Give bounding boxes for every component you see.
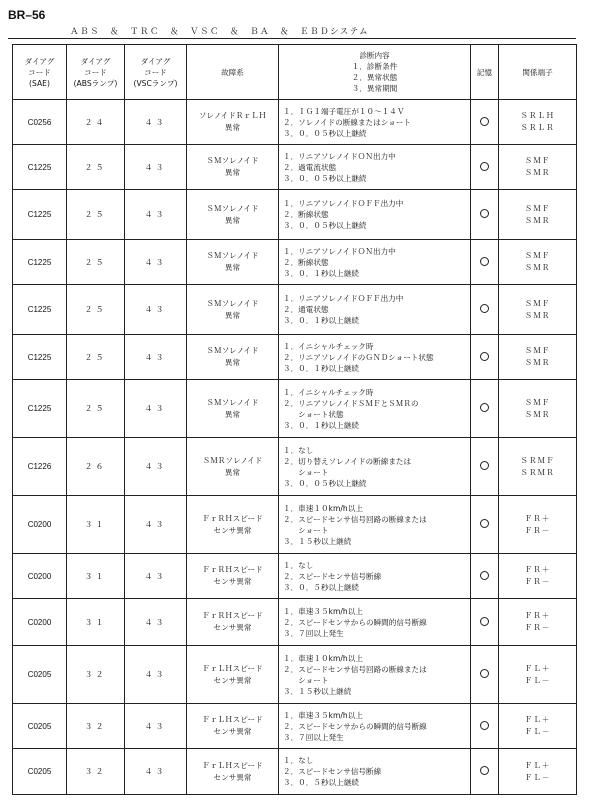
sae-code-cell: C0205: [13, 646, 67, 704]
sae-code-cell: C1225: [13, 285, 67, 335]
memory-circle-icon: [480, 721, 489, 730]
symptom-cell: ＦｒＬＨスピード センサ異常: [187, 646, 279, 704]
condition-line: ３．０．１秒以上継続: [283, 268, 359, 278]
condition-line: ２．ソレノイドの断線またはショート: [283, 117, 411, 127]
condition-line: １．車速１０km/h以上: [283, 503, 363, 513]
condition-line: ショート: [283, 467, 329, 477]
conditions-cell: [279, 380, 471, 438]
condition-line: ２．切り替えソレノイドの断線または: [283, 456, 412, 466]
header-terminals: 関係端子: [499, 45, 577, 100]
condition-line: ２．スピードセンサ信号回路の断線または: [283, 514, 427, 524]
table-row: [13, 380, 577, 438]
abs-code-cell: ３１: [67, 496, 125, 554]
symptom-cell: ＳＭＲソレノイド 異常: [187, 438, 279, 496]
sae-code-cell: C0205: [13, 704, 67, 749]
terminals-cell: ＳＲＭＦ ＳＲＭＲ: [499, 438, 577, 496]
conditions-cell: [279, 335, 471, 380]
table-row: [13, 285, 577, 335]
condition-line: １．イニシャルチェック時: [283, 341, 374, 351]
terminals-cell: ＦＬ＋ ＦＬ－: [499, 704, 577, 749]
terminals-cell: ＦＲ＋ ＦＲ－: [499, 554, 577, 599]
condition-line: ２．過電流状態: [283, 162, 337, 172]
vsc-code-cell: ４３: [125, 335, 187, 380]
memory-circle-icon: [480, 209, 489, 218]
condition-line: ３．０．０５秒以上継続: [283, 173, 367, 183]
condition-line: １．車速３５km/h以上: [283, 606, 363, 616]
condition-line: ２．リニアソレノイドＳＭＦとＳＭＲの: [283, 398, 419, 408]
condition-line: ３．０．１秒以上継続: [283, 316, 359, 325]
terminals-cell: ＦＲ＋ ＦＲ－: [499, 496, 577, 554]
table-row: [13, 749, 577, 795]
abs-code-cell: ３２: [67, 704, 125, 749]
header-sae: ダイアグ コード (SAE): [13, 45, 67, 100]
abs-code-cell: ３１: [67, 599, 125, 646]
header-rule: [8, 38, 576, 39]
condition-line: ２．リニアソレノイドのＧＮＤショート状態: [283, 352, 434, 362]
symptom-cell: ＦｒＲＨスピード センサ異常: [187, 554, 279, 599]
memory-cell: [471, 554, 499, 599]
header-vsc: ダイアグ コード (VSCランプ): [125, 45, 187, 100]
memory-cell: [471, 496, 499, 554]
memory-circle-icon: [480, 519, 489, 528]
vsc-code-cell: ４３: [125, 496, 187, 554]
condition-line: ３．０．０５秒以上継続: [283, 128, 367, 138]
symptom-cell: ＦｒＲＨスピード センサ異常: [187, 496, 279, 554]
table-row: [13, 335, 577, 380]
abs-code-cell: ２５: [67, 145, 125, 190]
sae-code-cell: C1225: [13, 145, 67, 190]
memory-cell: [471, 646, 499, 704]
vsc-code-cell: ４３: [125, 240, 187, 285]
page-number: BR–56: [8, 8, 46, 22]
condition-line: ３．７回以上発生: [283, 628, 344, 638]
table-row: [13, 145, 577, 190]
condition-line: １．なし: [283, 445, 314, 455]
terminals-cell: ＳＭＦ ＳＭＲ: [499, 240, 577, 285]
memory-circle-icon: [480, 669, 489, 678]
sae-code-cell: C1225: [13, 240, 67, 285]
vsc-code-cell: ４３: [125, 749, 187, 795]
symptom-cell: ＳＭソレノイド 異常: [187, 145, 279, 190]
condition-line: １．リニアソレノイドＯＦＦ出力中: [283, 199, 404, 208]
memory-circle-icon: [480, 304, 489, 313]
table-row: [13, 496, 577, 554]
terminals-cell: ＳＭＦ ＳＭＲ: [499, 335, 577, 380]
memory-circle-icon: [480, 571, 489, 580]
condition-line: ３．１５秒以上継続: [283, 536, 352, 546]
abs-code-cell: ２４: [67, 100, 125, 145]
memory-circle-icon: [480, 461, 489, 470]
table-row: [13, 599, 577, 646]
memory-circle-icon: [480, 352, 489, 361]
abs-code-cell: ３１: [67, 554, 125, 599]
sae-code-cell: C0205: [13, 749, 67, 795]
abs-code-cell: ２６: [67, 438, 125, 496]
condition-line: １．車速３５km/h以上: [283, 710, 363, 720]
memory-circle-icon: [480, 257, 489, 266]
table-row: [13, 704, 577, 749]
condition-line: ２．断線状態: [283, 210, 329, 219]
conditions-cell: [279, 704, 471, 749]
condition-line: １．車速１０km/h以上: [283, 653, 363, 663]
conditions-cell: [279, 554, 471, 599]
memory-cell: [471, 100, 499, 145]
condition-line: ３．０．１秒以上継続: [283, 420, 359, 430]
memory-circle-icon: [480, 617, 489, 626]
condition-line: ２．通電状態: [283, 305, 329, 314]
condition-line: ３．０．０５秒以上継続: [283, 221, 367, 230]
symptom-cell: ＳＭソレノイド 異常: [187, 380, 279, 438]
sae-code-cell: C1225: [13, 190, 67, 240]
vsc-code-cell: ４３: [125, 438, 187, 496]
conditions-cell: [279, 240, 471, 285]
vsc-code-cell: ４３: [125, 704, 187, 749]
header-memory: 記憶: [471, 45, 499, 100]
condition-line: ２．スピードセンサ信号断線: [283, 767, 382, 776]
memory-cell: [471, 749, 499, 795]
sae-code-cell: C1226: [13, 438, 67, 496]
conditions-cell: [279, 496, 471, 554]
abs-code-cell: ２５: [67, 190, 125, 240]
memory-cell: [471, 438, 499, 496]
condition-line: ３．０．０５秒以上継続: [283, 478, 367, 488]
conditions-cell: [279, 749, 471, 795]
terminals-cell: ＳＲＬＨ ＳＲＬＲ: [499, 100, 577, 145]
memory-circle-icon: [480, 403, 489, 412]
symptom-cell: ソレノイドＲｒＬＨ 異常: [187, 100, 279, 145]
memory-cell: [471, 704, 499, 749]
vsc-code-cell: ４３: [125, 554, 187, 599]
sae-code-cell: C0200: [13, 496, 67, 554]
conditions-cell: [279, 100, 471, 145]
condition-line: ３．０．５秒以上継続: [283, 582, 359, 592]
symptom-cell: ＦｒＬＨスピード センサ異常: [187, 749, 279, 795]
condition-line: １．なし: [283, 560, 314, 570]
abs-code-cell: ３２: [67, 646, 125, 704]
condition-line: １．リニアソレノイドＯＮ出力中: [283, 246, 396, 256]
terminals-cell: ＦＬ＋ ＦＬ－: [499, 646, 577, 704]
memory-cell: [471, 240, 499, 285]
condition-line: ３．０．５秒以上継続: [283, 778, 359, 787]
symptom-cell: ＦｒＬＨスピード センサ異常: [187, 704, 279, 749]
terminals-cell: ＳＭＦ ＳＭＲ: [499, 145, 577, 190]
condition-line: ２．スピードセンサからの瞬間的信号断線: [283, 721, 427, 731]
conditions-cell: [279, 190, 471, 240]
sae-code-cell: C0256: [13, 100, 67, 145]
header-conditions: 診断内容 １．診断条件 ２．異常状態 ３．異常期間: [279, 45, 471, 100]
memory-cell: [471, 380, 499, 438]
vsc-code-cell: ４３: [125, 599, 187, 646]
condition-line: １．イニシャルチェック時: [283, 387, 374, 397]
table-row: [13, 100, 577, 145]
condition-line: ２．スピードセンサからの瞬間的信号断線: [283, 617, 427, 627]
abs-code-cell: ２５: [67, 335, 125, 380]
sae-code-cell: C1225: [13, 335, 67, 380]
conditions-cell: [279, 145, 471, 190]
condition-line: １．なし: [283, 756, 314, 765]
symptom-cell: ＳＭソレノイド 異常: [187, 285, 279, 335]
conditions-cell: [279, 285, 471, 335]
memory-cell: [471, 145, 499, 190]
table-row: [13, 438, 577, 496]
condition-line: １．リニアソレノイドＯＮ出力中: [283, 151, 396, 161]
conditions-cell: [279, 599, 471, 646]
vsc-code-cell: ４３: [125, 646, 187, 704]
section-header: ＡＢＳ ＆ ＴＲＣ ＆ ＶＳＣ ＆ ＢＡ ＆ ＥＢＤシステム: [70, 27, 370, 37]
condition-line: １．ＩＧ１端子電圧が１０～１４Ｖ: [283, 106, 405, 116]
table-row: [13, 554, 577, 599]
symptom-cell: ＳＭソレノイド 異常: [187, 240, 279, 285]
table-body: [13, 100, 577, 795]
diagnosis-code-table: [12, 44, 577, 795]
vsc-code-cell: ４３: [125, 380, 187, 438]
sae-code-cell: C0200: [13, 599, 67, 646]
table-row: [13, 240, 577, 285]
vsc-code-cell: ４３: [125, 145, 187, 190]
sae-code-cell: C0200: [13, 554, 67, 599]
condition-line: ２．スピードセンサ信号断線: [283, 571, 382, 581]
vsc-code-cell: ４３: [125, 285, 187, 335]
condition-line: ３．０．１秒以上継続: [283, 363, 359, 373]
abs-code-cell: ２５: [67, 240, 125, 285]
terminals-cell: ＦＲ＋ ＦＲ－: [499, 599, 577, 646]
terminals-cell: ＳＭＦ ＳＭＲ: [499, 380, 577, 438]
symptom-cell: ＳＭソレノイド 異常: [187, 335, 279, 380]
table-row: [13, 646, 577, 704]
conditions-cell: [279, 646, 471, 704]
symptom-cell: ＳＭソレノイド 異常: [187, 190, 279, 240]
condition-line: ショート: [283, 525, 329, 535]
memory-cell: [471, 285, 499, 335]
abs-code-cell: ２５: [67, 285, 125, 335]
terminals-cell: ＳＭＦ ＳＭＲ: [499, 190, 577, 240]
sae-code-cell: C1225: [13, 380, 67, 438]
terminals-cell: ＦＬ＋ ＦＬ－: [499, 749, 577, 795]
memory-circle-icon: [480, 766, 489, 775]
header-abs: ダイアグ コード (ABSランプ): [67, 45, 125, 100]
table-header-row: [13, 45, 577, 100]
abs-code-cell: ３２: [67, 749, 125, 795]
memory-circle-icon: [480, 162, 489, 171]
condition-line: ２．断線状態: [283, 257, 329, 267]
table-row: [13, 190, 577, 240]
memory-cell: [471, 190, 499, 240]
condition-line: ショート状態: [283, 409, 344, 419]
condition-line: ショート: [283, 675, 329, 685]
vsc-code-cell: ４３: [125, 190, 187, 240]
condition-line: ２．スピードセンサ信号回路の断線または: [283, 664, 427, 674]
memory-circle-icon: [480, 117, 489, 126]
symptom-cell: ＦｒＲＨスピード センサ異常: [187, 599, 279, 646]
header-symptom: 故障系: [187, 45, 279, 100]
terminals-cell: ＳＭＦ ＳＭＲ: [499, 285, 577, 335]
condition-line: ３．１５秒以上継続: [283, 686, 352, 696]
condition-line: １．リニアソレノイドＯＦＦ出力中: [283, 294, 404, 303]
conditions-cell: [279, 438, 471, 496]
vsc-code-cell: ４３: [125, 100, 187, 145]
condition-line: ３．７回以上発生: [283, 732, 344, 742]
memory-cell: [471, 599, 499, 646]
memory-cell: [471, 335, 499, 380]
abs-code-cell: ２５: [67, 380, 125, 438]
